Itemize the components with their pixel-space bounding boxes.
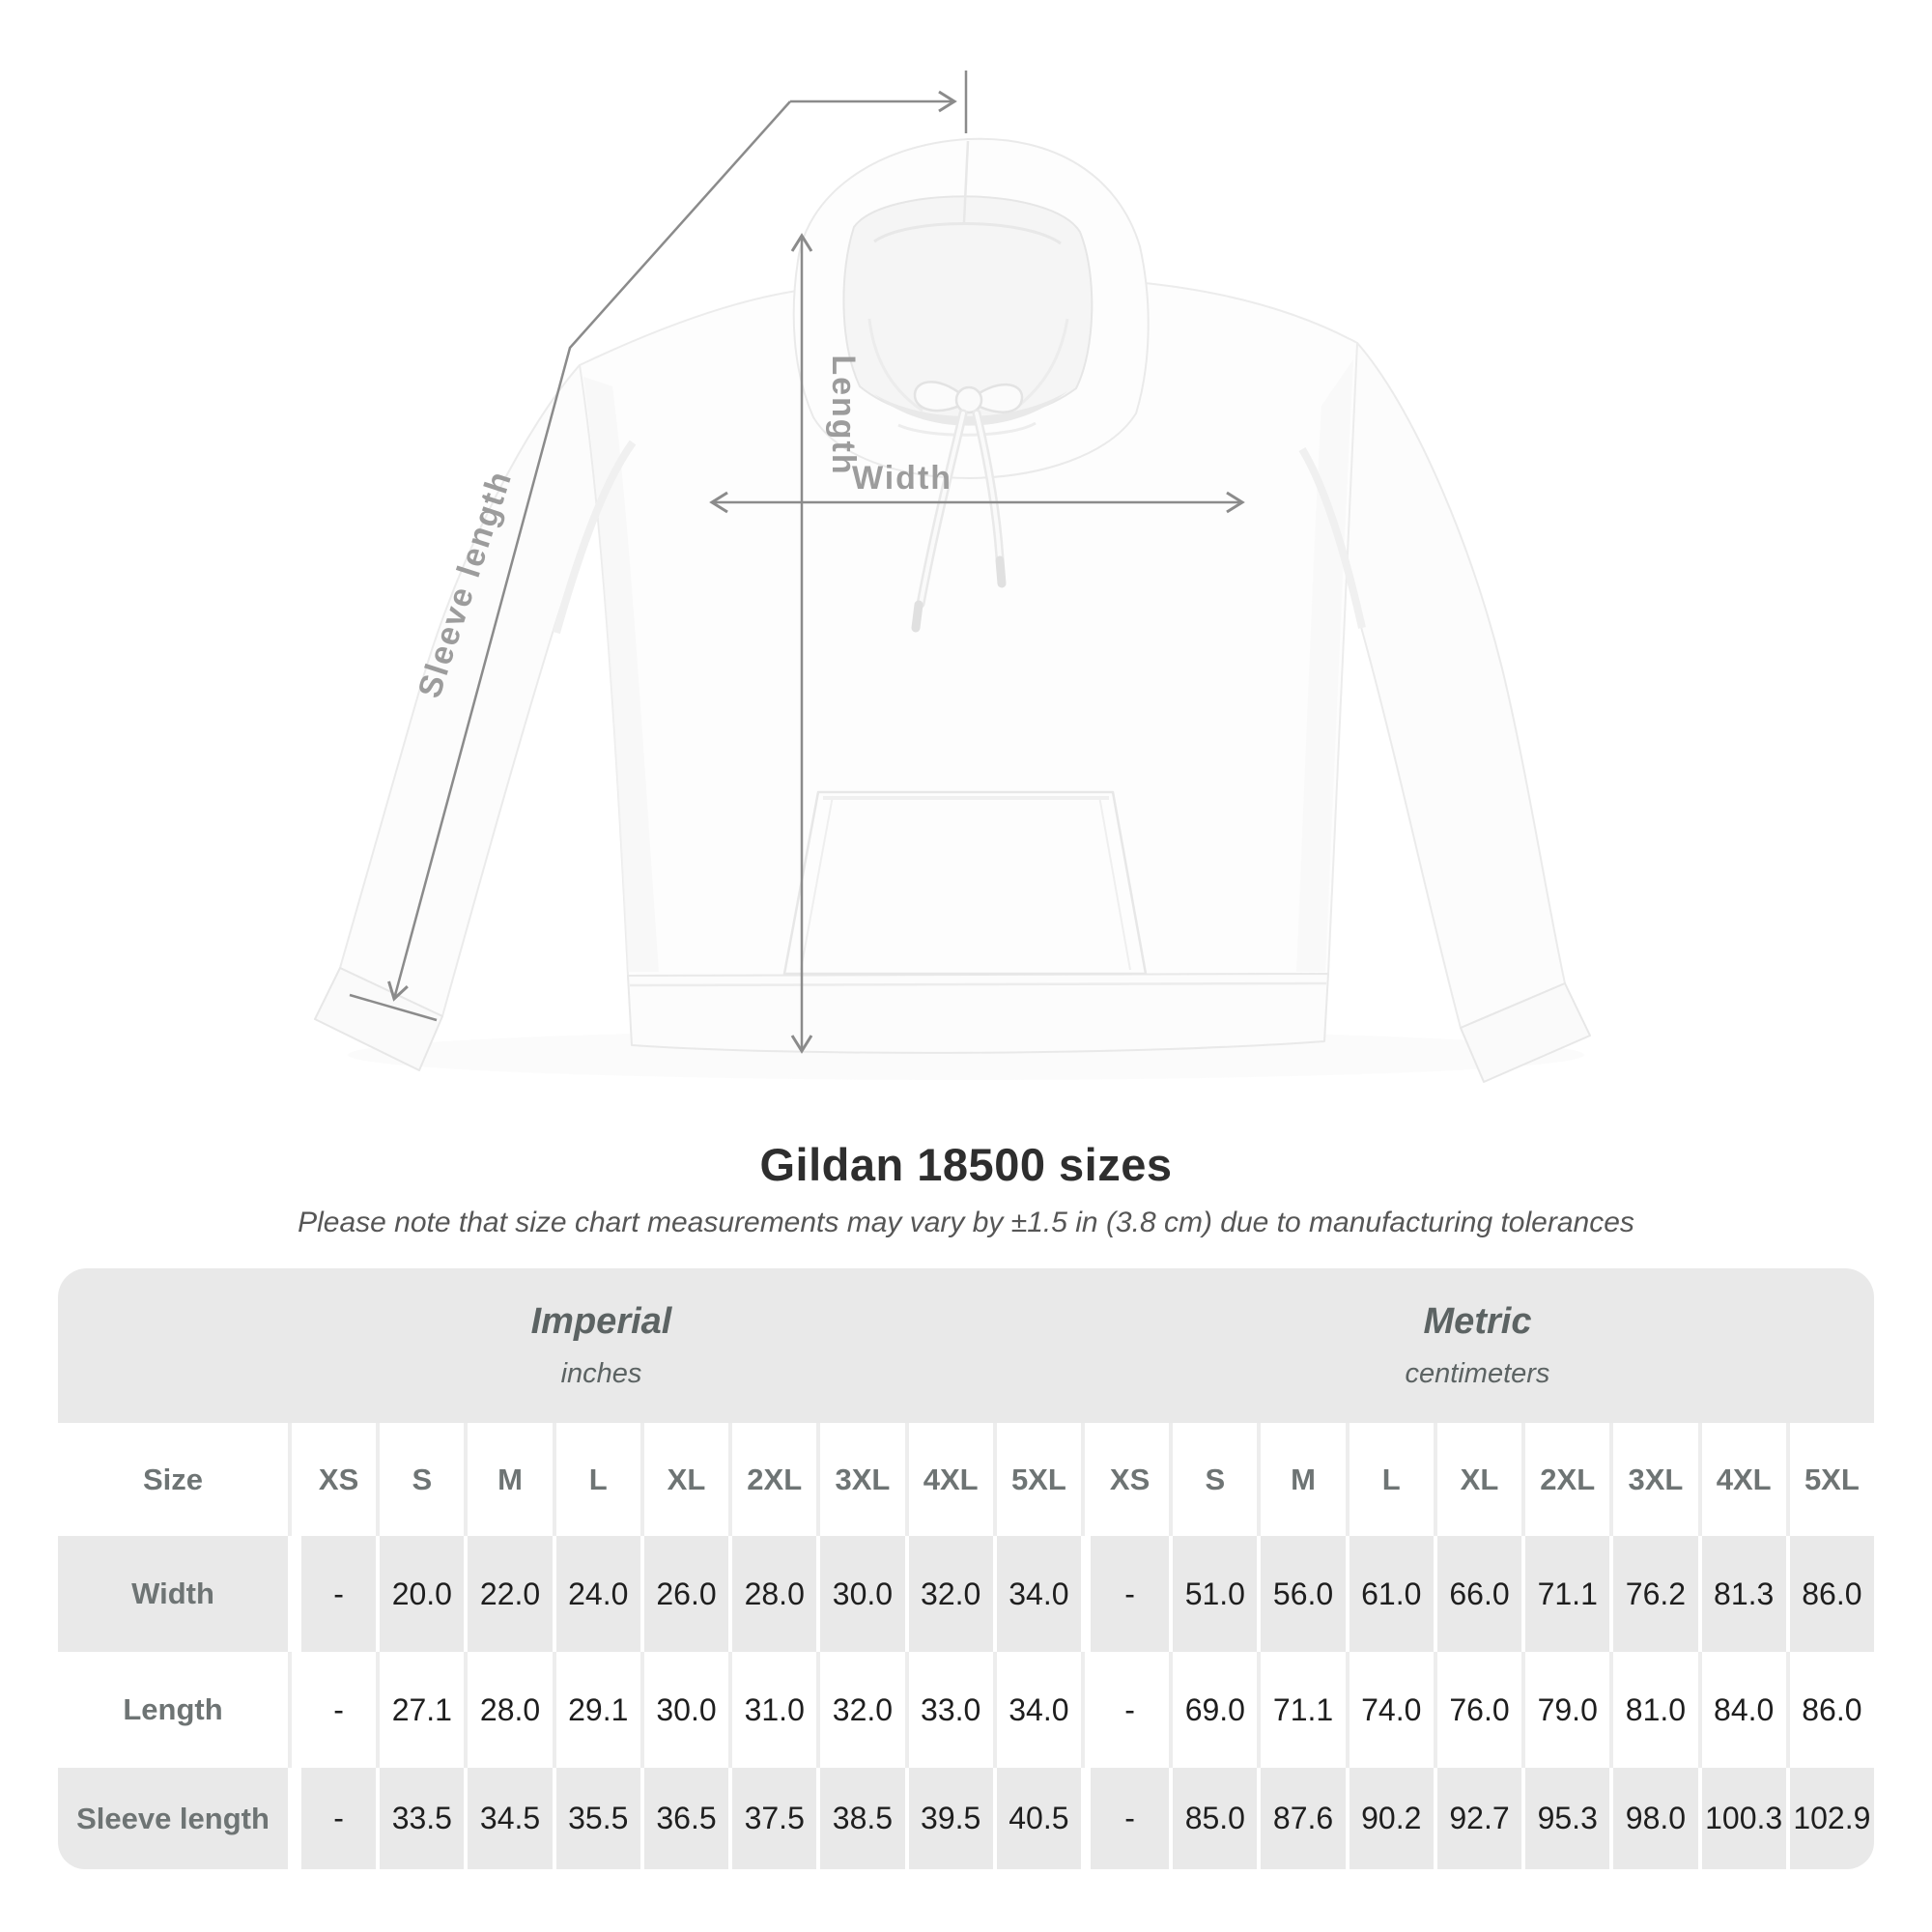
metric-value-cell: 86.0 xyxy=(1790,1652,1874,1768)
metric-value-cell: 81.3 xyxy=(1702,1536,1786,1652)
imperial-value-cell: 34.0 xyxy=(997,1536,1081,1652)
metric-value-cell: 86.0 xyxy=(1790,1536,1874,1652)
imperial-value-cell: 32.0 xyxy=(820,1652,904,1768)
imperial-value-cell: 34.5 xyxy=(468,1768,552,1869)
metric-group-header xyxy=(1081,1268,1874,1423)
metric-size-header: XL xyxy=(1437,1423,1521,1536)
table-row-sleeve-length xyxy=(58,1768,1874,1869)
metric-value-cell: 81.0 xyxy=(1613,1652,1697,1768)
imperial-size-header: L xyxy=(556,1423,640,1536)
metric-size-header: S xyxy=(1173,1423,1257,1536)
metric-value-cell: 76.2 xyxy=(1613,1536,1697,1652)
imperial-value-cell: - xyxy=(292,1536,376,1652)
imperial-value-cell: 20.0 xyxy=(380,1536,464,1652)
hoodie-image xyxy=(315,139,1590,1082)
page-subtitle: Please note that size chart measurements may vary by ±1.5 in (3.8 cm) due to manufacturing tolerances xyxy=(298,1207,1634,1238)
size-table xyxy=(58,1268,1874,1869)
metric-value-cell: 90.2 xyxy=(1350,1768,1434,1869)
metric-value-cell: 85.0 xyxy=(1173,1768,1257,1869)
metric-value-cell: 69.0 xyxy=(1173,1652,1257,1768)
imperial-value-cell: 26.0 xyxy=(644,1536,728,1652)
metric-value-cell: 84.0 xyxy=(1702,1652,1786,1768)
imperial-value-cell: 35.5 xyxy=(556,1768,640,1869)
metric-size-header: XS xyxy=(1085,1423,1169,1536)
imperial-value-cell: - xyxy=(292,1768,376,1869)
imperial-value-cell: 27.1 xyxy=(380,1652,464,1768)
imperial-size-header: M xyxy=(468,1423,552,1536)
imperial-title: Imperial xyxy=(530,1301,672,1342)
metric-value-cell: 51.0 xyxy=(1173,1536,1257,1652)
row-label: Width xyxy=(58,1536,288,1652)
metric-value-cell: - xyxy=(1085,1652,1169,1768)
imperial-value-cell: 30.0 xyxy=(820,1536,904,1652)
metric-size-header: 5XL xyxy=(1790,1423,1874,1536)
imperial-value-cell: 24.0 xyxy=(556,1536,640,1652)
imperial-value-cell: 32.0 xyxy=(909,1536,993,1652)
size-column-label: Size xyxy=(142,1462,204,1496)
page-title: Gildan 18500 sizes xyxy=(759,1139,1173,1190)
imperial-size-header: 2XL xyxy=(732,1423,816,1536)
imperial-value-cell: 37.5 xyxy=(732,1768,816,1869)
imperial-size-header: 4XL xyxy=(909,1423,993,1536)
row-label: Sleeve length xyxy=(58,1768,288,1869)
imperial-size-header: S xyxy=(380,1423,464,1536)
metric-size-header: 3XL xyxy=(1613,1423,1697,1536)
imperial-value-cell: 28.0 xyxy=(468,1652,552,1768)
imperial-value-cell: 31.0 xyxy=(732,1652,816,1768)
metric-value-cell: 66.0 xyxy=(1437,1536,1521,1652)
metric-value-cell: 102.9 xyxy=(1790,1768,1874,1869)
imperial-value-cell: 28.0 xyxy=(732,1536,816,1652)
imperial-size-header: XL xyxy=(644,1423,728,1536)
metric-value-cell: 79.0 xyxy=(1525,1652,1609,1768)
imperial-value-cell: 34.0 xyxy=(997,1652,1081,1768)
metric-size-header: 2XL xyxy=(1525,1423,1609,1536)
length-label: Length xyxy=(825,355,862,476)
imperial-value-cell: 22.0 xyxy=(468,1536,552,1652)
imperial-size-header: XS xyxy=(292,1423,376,1536)
width-label: Width xyxy=(851,460,953,497)
imperial-value-cell: 39.5 xyxy=(909,1768,993,1869)
imperial-value-cell: 30.0 xyxy=(644,1652,728,1768)
imperial-value-cell: 33.0 xyxy=(909,1652,993,1768)
row-label: Length xyxy=(123,1692,223,1726)
metric-size-header: L xyxy=(1350,1423,1434,1536)
metric-value-cell: 71.1 xyxy=(1525,1536,1609,1652)
imperial-value-cell: 29.1 xyxy=(556,1652,640,1768)
table-row-length xyxy=(58,1652,1874,1768)
imperial-value-cell: 40.5 xyxy=(997,1768,1081,1869)
metric-value-cell: 95.3 xyxy=(1525,1768,1609,1869)
imperial-size-header: 3XL xyxy=(820,1423,904,1536)
metric-value-cell: 61.0 xyxy=(1350,1536,1434,1652)
table-row-width xyxy=(58,1536,1874,1652)
imperial-value-cell: 33.5 xyxy=(380,1768,464,1869)
metric-value-cell: 92.7 xyxy=(1437,1768,1521,1869)
imperial-size-header: 5XL xyxy=(997,1423,1081,1536)
metric-value-cell: 71.1 xyxy=(1261,1652,1345,1768)
imperial-value-cell: - xyxy=(292,1652,376,1768)
metric-size-header: 4XL xyxy=(1702,1423,1786,1536)
metric-value-cell: 76.0 xyxy=(1437,1652,1521,1768)
metric-value-cell: 56.0 xyxy=(1261,1536,1345,1652)
metric-value-cell: 87.6 xyxy=(1261,1768,1345,1869)
size-table-rows xyxy=(58,1423,1874,1869)
imperial-group-header xyxy=(58,1268,1081,1423)
imperial-value-cell: 36.5 xyxy=(644,1768,728,1869)
metric-value-cell: 74.0 xyxy=(1350,1652,1434,1768)
imperial-unit: inches xyxy=(560,1358,642,1389)
metric-title: Metric xyxy=(1423,1301,1532,1342)
sleeve-length-label: Sleeve length xyxy=(411,466,520,703)
table-size-header-row xyxy=(58,1423,1874,1536)
table-header-band xyxy=(58,1268,1874,1423)
metric-unit: centimeters xyxy=(1405,1358,1550,1389)
metric-size-header: M xyxy=(1261,1423,1345,1536)
metric-value-cell: 98.0 xyxy=(1613,1768,1697,1869)
metric-value-cell: - xyxy=(1085,1768,1169,1869)
metric-value-cell: 100.3 xyxy=(1702,1768,1786,1869)
imperial-value-cell: 38.5 xyxy=(820,1768,904,1869)
title-block xyxy=(0,1138,1932,1239)
metric-value-cell: - xyxy=(1085,1536,1169,1652)
